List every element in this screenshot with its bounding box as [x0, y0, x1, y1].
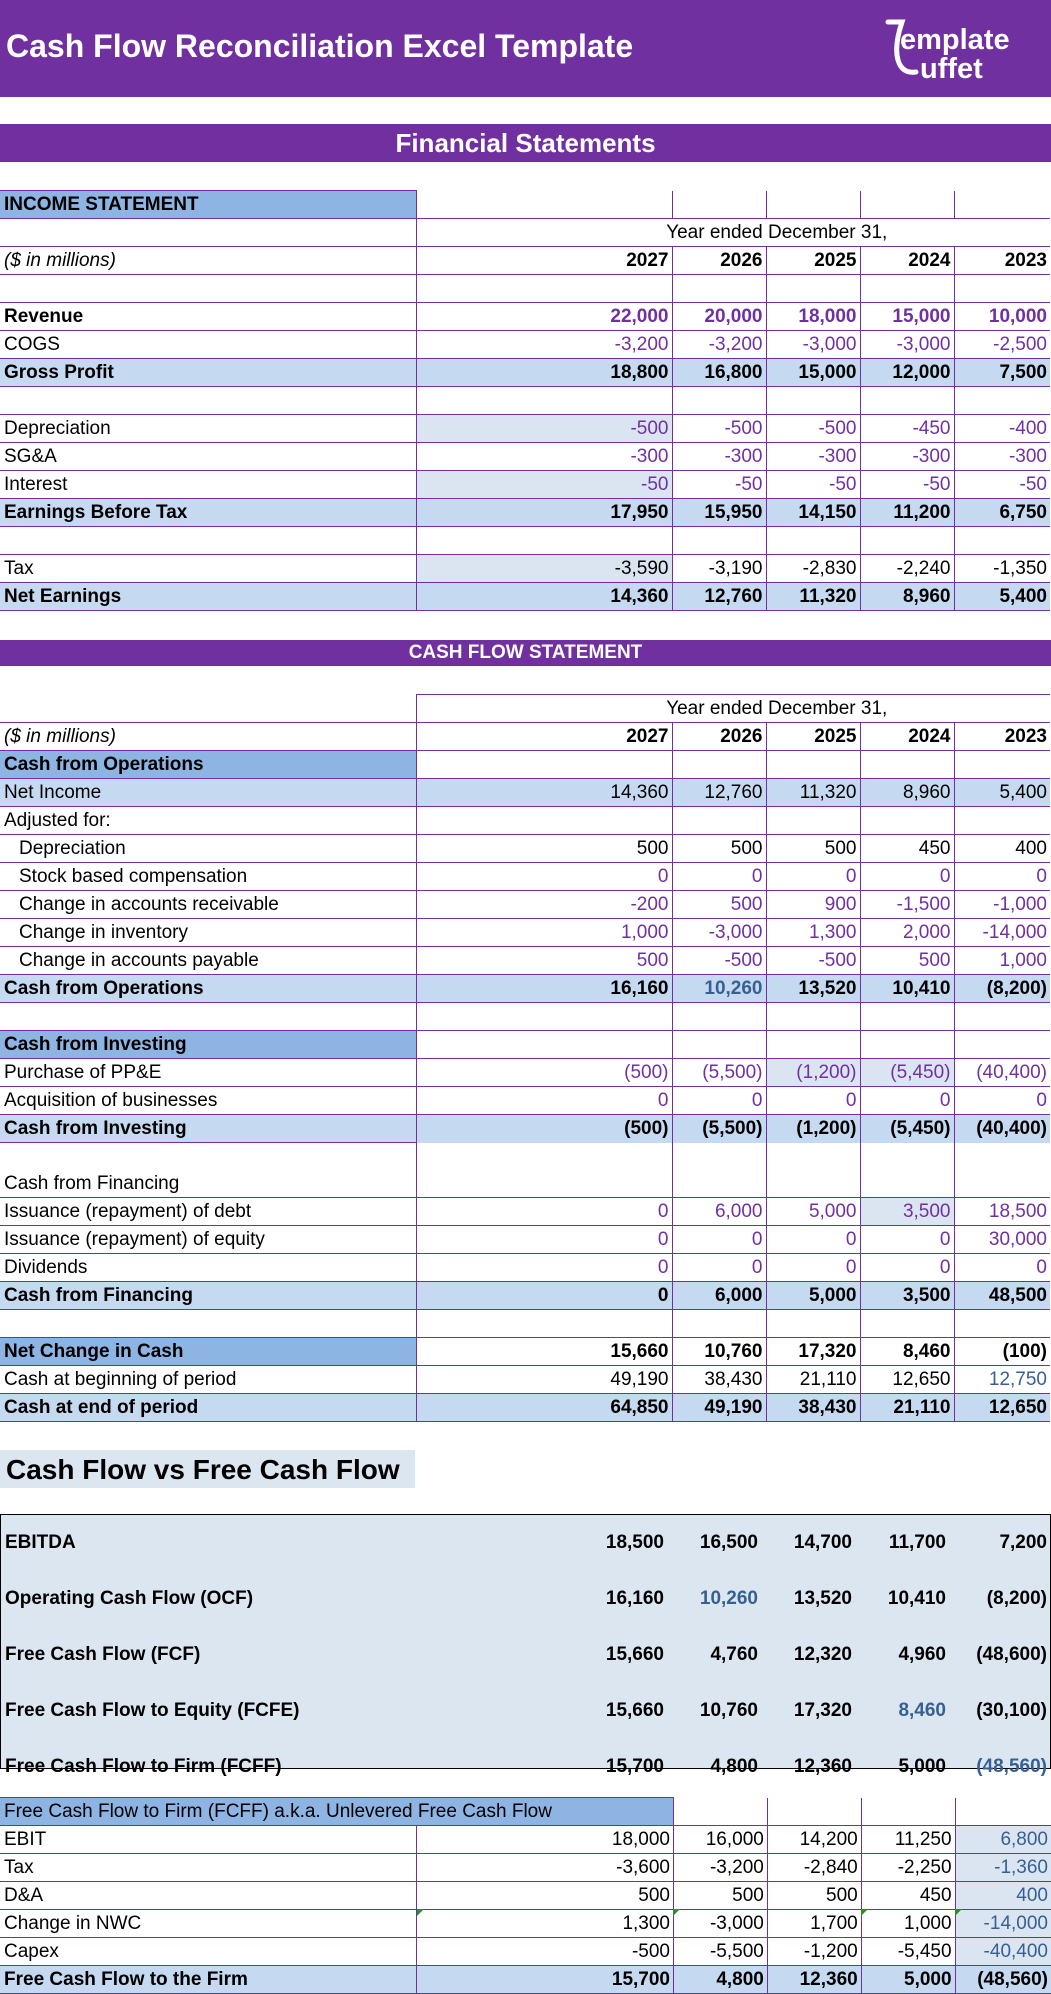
cash-flow-statement-banner: CASH FLOW STATEMENT: [0, 640, 1051, 666]
svg-text:uffet: uffet: [920, 53, 983, 85]
table-row: Free Cash Flow to Firm (FCFF) 15,700 4,800 12,360 5,000 (48,560): [5, 1756, 1047, 1777]
income-statement-title: INCOME STATEMENT: [0, 191, 416, 219]
interest-cell[interactable]: -50: [416, 471, 672, 499]
input-cell[interactable]: 0: [860, 863, 954, 891]
units-label: ($ in millions): [0, 723, 416, 751]
templatebuffet-logo: [880, 16, 1040, 86]
input-cell[interactable]: -1,000: [954, 891, 1050, 919]
year-header: 2026: [672, 247, 766, 275]
interest-cell[interactable]: -50: [954, 471, 1050, 499]
income-statement-table: [0, 190, 1050, 611]
cogs-cell[interactable]: -3,000: [766, 331, 860, 359]
cogs-cell[interactable]: -3,200: [672, 331, 766, 359]
table-row: Issuance (repayment) of equity 0 0 0 0 30,000: [0, 1226, 1050, 1254]
table-row: Depreciation 500 500 500 450 400: [0, 835, 1050, 863]
input-cell[interactable]: 0: [860, 1087, 954, 1115]
input-cell[interactable]: 0: [416, 863, 672, 891]
input-cell[interactable]: -200: [416, 891, 672, 919]
table-row: Capex -500 -5,500 -1,200 -5,450 -40,400: [0, 1938, 1051, 1966]
cell-note-marker: [417, 1909, 424, 1916]
table-row: Depreciation -500 -500 -500 -450 -400: [0, 415, 1050, 443]
input-cell[interactable]: 1,300: [766, 919, 860, 947]
cash-flow-statement-table: [0, 694, 1050, 1422]
interest-cell[interactable]: -50: [672, 471, 766, 499]
table-row: COGS -3,200 -3,200 -3,000 -3,000 -2,500: [0, 331, 1050, 359]
input-cell[interactable]: 0: [954, 1087, 1050, 1115]
interest-cell[interactable]: -50: [766, 471, 860, 499]
input-cell[interactable]: 3,500: [860, 1198, 954, 1226]
input-cell[interactable]: 0: [860, 1254, 954, 1282]
table-row: Stock based compensation 0 0 0 0 0: [0, 863, 1050, 891]
table-row: Earnings Before Tax 17,950 15,950 14,150 11,200 6,750: [0, 499, 1050, 527]
input-cell[interactable]: 0: [766, 1226, 860, 1254]
table-row: Cash from Investing (500) (5,500) (1,200) (5,450) (40,400): [0, 1115, 1050, 1143]
cell-note-marker: [673, 1909, 680, 1916]
input-cell[interactable]: 0: [416, 1198, 672, 1226]
input-cell[interactable]: 0: [766, 863, 860, 891]
year-header: 2025: [766, 247, 860, 275]
depreciation-cell[interactable]: -500: [766, 415, 860, 443]
depreciation-cell[interactable]: -500: [672, 415, 766, 443]
year-caption: Year ended December 31,: [416, 695, 1050, 723]
input-cell[interactable]: -14,000: [954, 919, 1050, 947]
table-row: SG&A -300 -300 -300 -300 -300: [0, 443, 1050, 471]
table-row: Cash at end of period 64,850 49,190 38,430 21,110 12,650: [0, 1394, 1050, 1422]
input-cell[interactable]: 0: [860, 1226, 954, 1254]
sga-cell[interactable]: -300: [954, 443, 1050, 471]
table-row: Dividends 0 0 0 0 0: [0, 1254, 1050, 1282]
input-cell[interactable]: 1,000: [954, 947, 1050, 975]
table-row: Free Cash Flow (FCF) 15,660 4,760 12,320 4,960 (48,600): [5, 1644, 1047, 1665]
input-cell[interactable]: 6,000: [672, 1198, 766, 1226]
table-row: Free Cash Flow to the Firm 15,700 4,800 12,360 5,000 (48,560): [0, 1966, 1051, 1994]
section-header: Cash from Investing: [0, 1031, 416, 1059]
sga-cell[interactable]: -300: [766, 443, 860, 471]
input-cell[interactable]: -500: [766, 947, 860, 975]
year-header: 2026: [672, 723, 766, 751]
cell-note-marker: [955, 1909, 962, 1916]
table-row: Purchase of PP&E (500) (5,500) (1,200) (5,450) (40,400): [0, 1059, 1050, 1087]
input-cell[interactable]: 500: [416, 947, 672, 975]
page-title: Cash Flow Reconciliation Excel Template: [6, 28, 634, 64]
input-cell[interactable]: (5,450): [860, 1059, 954, 1087]
table-row: Acquisition of businesses 0 0 0 0 0: [0, 1087, 1050, 1115]
table-row: EBIT 18,000 16,000 14,200 11,250 6,800: [0, 1826, 1051, 1854]
input-cell[interactable]: 1,000: [416, 919, 672, 947]
cf-vs-fcf-header: [0, 1450, 415, 1488]
input-cell[interactable]: (500): [416, 1059, 672, 1087]
input-cell[interactable]: (1,200): [766, 1059, 860, 1087]
table-row: Change in inventory 1,000 -3,000 1,300 2,000 -14,000: [0, 919, 1050, 947]
sga-cell[interactable]: -300: [860, 443, 954, 471]
table-row: Operating Cash Flow (OCF) 16,160 10,260 13,520 10,410 (8,200): [5, 1588, 1047, 1609]
year-header: 2023: [954, 247, 1050, 275]
table-row: Free Cash Flow to Equity (FCFE) 15,660 10,760 17,320 8,460 (30,100): [5, 1700, 1047, 1721]
fcff-title: Free Cash Flow to Firm (FCFF) a.k.a. Unlevered Free Cash Flow: [0, 1798, 673, 1825]
cogs-cell[interactable]: -3,000: [860, 331, 954, 359]
cogs-cell[interactable]: -2,500: [954, 331, 1050, 359]
table-row: Cash from Operations 16,160 10,260 13,520 10,410 (8,200): [0, 975, 1050, 1003]
revenue-cell[interactable]: 22,000: [416, 303, 672, 331]
table-row: Tax -3,600 -3,200 -2,840 -2,250 -1,360: [0, 1854, 1051, 1882]
table-row: Issuance (repayment) of debt 0 6,000 5,000 3,500 18,500: [0, 1198, 1050, 1226]
table-row: EBITDA 18,500 16,500 14,700 11,700 7,200: [5, 1532, 1047, 1553]
table-row: Tax -3,590 -3,190 -2,830 -2,240 -1,350: [0, 555, 1050, 583]
title-bar: [0, 0, 1051, 97]
year-header: 2027: [416, 723, 672, 751]
interest-cell[interactable]: -50: [860, 471, 954, 499]
revenue-cell[interactable]: 20,000: [672, 303, 766, 331]
input-cell[interactable]: 0: [954, 863, 1050, 891]
table-row: Change in accounts receivable -200 500 900 -1,500 -1,000: [0, 891, 1050, 919]
revenue-cell[interactable]: 15,000: [860, 303, 954, 331]
sga-cell[interactable]: -300: [672, 443, 766, 471]
sga-cell[interactable]: -300: [416, 443, 672, 471]
table-row: Cash at beginning of period 49,190 38,430 21,110 12,650 12,750: [0, 1366, 1050, 1394]
table-row: Change in accounts payable 500 -500 -500 500 1,000: [0, 947, 1050, 975]
depreciation-cell[interactable]: -450: [860, 415, 954, 443]
table-row: Net Earnings 14,360 12,760 11,320 8,960 5,400: [0, 583, 1050, 611]
financial-statements-banner: Financial Statements: [0, 124, 1051, 162]
input-cell[interactable]: 2,000: [860, 919, 954, 947]
input-cell[interactable]: (5,500): [672, 1059, 766, 1087]
cogs-cell[interactable]: -3,200: [416, 331, 672, 359]
depreciation-cell[interactable]: -500: [416, 415, 672, 443]
table-row: D&A 500 500 500 450 400: [0, 1882, 1051, 1910]
cf-vs-fcf-table: [0, 1514, 1051, 1777]
depreciation-cell[interactable]: -400: [954, 415, 1050, 443]
year-caption: Year ended December 31,: [416, 219, 1050, 247]
input-cell[interactable]: 0: [766, 1254, 860, 1282]
input-cell[interactable]: 500: [672, 891, 766, 919]
year-header: 2027: [416, 247, 672, 275]
svg-text:emplate: emplate: [900, 24, 1010, 56]
input-cell[interactable]: 0: [672, 1087, 766, 1115]
input-cell[interactable]: 0: [416, 1226, 672, 1254]
year-header: 2023: [954, 723, 1050, 751]
table-row: Gross Profit 18,800 16,800 15,000 12,000 7,500: [0, 359, 1050, 387]
input-cell[interactable]: -3,000: [672, 919, 766, 947]
cell-note-marker: [861, 1909, 868, 1916]
year-header: 2024: [860, 247, 954, 275]
table-row: Change in NWC 1,300 -3,000 1,700 1,000 -14,000: [0, 1910, 1051, 1938]
input-cell[interactable]: 0: [672, 863, 766, 891]
input-cell[interactable]: 0: [672, 1226, 766, 1254]
revenue-cell[interactable]: 18,000: [766, 303, 860, 331]
year-header: 2025: [766, 723, 860, 751]
input-cell[interactable]: 0: [416, 1087, 672, 1115]
input-cell[interactable]: -500: [672, 947, 766, 975]
input-cell[interactable]: 900: [766, 891, 860, 919]
section-header: Cash from Financing: [4, 1172, 180, 1194]
year-header: 2024: [860, 723, 954, 751]
table-row: Interest -50 -50 -50 -50 -50: [0, 471, 1050, 499]
input-cell[interactable]: (40,400): [954, 1059, 1050, 1087]
table-row: Net Income 14,360 12,760 11,320 8,960 5,400: [0, 779, 1050, 807]
input-cell[interactable]: 0: [672, 1254, 766, 1282]
fcff-table: [0, 1797, 1051, 1994]
input-cell[interactable]: 0: [954, 1254, 1050, 1282]
table-row: Revenue 22,000 20,000 18,000 15,000 10,000: [0, 303, 1050, 331]
table-row: Net Change in Cash 15,660 10,760 17,320 8,460 (100): [0, 1338, 1050, 1366]
revenue-cell[interactable]: 10,000: [954, 303, 1050, 331]
input-cell[interactable]: 5,000: [766, 1198, 860, 1226]
units-label: ($ in millions): [0, 247, 416, 275]
table-row: Cash from Financing 0 6,000 5,000 3,500 48,500: [0, 1282, 1050, 1310]
input-cell[interactable]: 18,500: [954, 1198, 1050, 1226]
input-cell[interactable]: -1,500: [860, 891, 954, 919]
input-cell[interactable]: 500: [860, 947, 954, 975]
adjusted-for-label: Adjusted for:: [0, 807, 416, 835]
section-header: Cash from Operations: [0, 751, 416, 779]
input-cell[interactable]: 30,000: [954, 1226, 1050, 1254]
cf-vs-fcf-title: Cash Flow vs Free Cash Flow: [6, 1454, 400, 1485]
input-cell[interactable]: 0: [766, 1087, 860, 1115]
input-cell[interactable]: 0: [416, 1254, 672, 1282]
